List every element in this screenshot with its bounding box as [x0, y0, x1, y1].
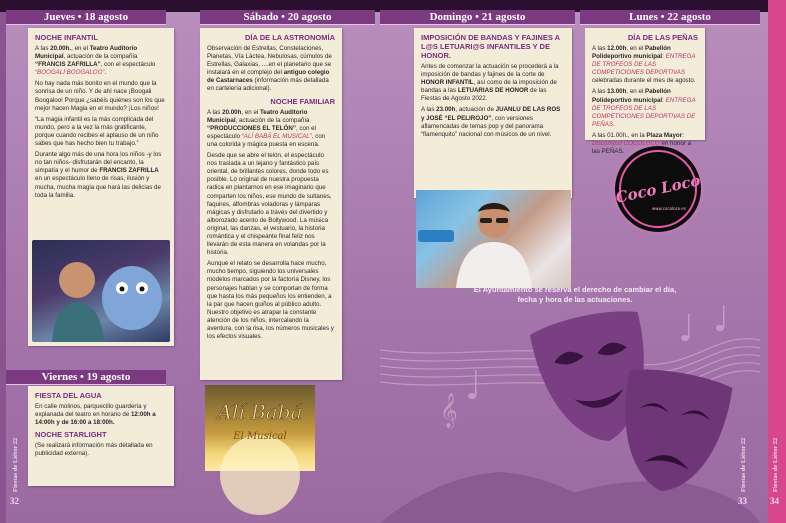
logo-text: Coco Loco [614, 171, 702, 207]
day-header-sabado: Sábado • 20 agosto [200, 10, 375, 25]
sabado-paragraph-4: Aunque el relato se desarrolla hace mucho, mucho tiempo, siguiendo los universales modelos marcados por la factoría Disney, los personajes hablan y se comportan de forma que hasta los más pequeños los entienden, a la par que hacen guiños al público adulto. Nuestro objetivo es atrapar la constante atención de los niños, intercalando la aventura, con la risa, los números musicales y los efectos visuales. [207, 260, 334, 341]
viernes-card [28, 386, 174, 486]
jueves-paragraph-1: A las 20.00h., en el Teatro Auditorio Municipal, actuación de la compañía “FRANCIS ZAFRILLA”, con el espectáculo “BOOGALI BOOGALOO”. [35, 45, 156, 77]
domingo-paragraph-2: A las 23.00h, actuación de JUANLU DE LAS ROS y JOSÉ “EL PELIROJO”, con versiones aflamencadas de temas pop y del panorama “flamenquito” nacional con músicos de un nivel. [421, 106, 561, 138]
lunes-paragraph-2: A las 13.00h, en el Pabellón Polideportivo municipal: ENTREGA DE TROFEOS DE LAS COMPETICIONES DEPORTIVAS DE PEÑAS. [592, 88, 696, 128]
lunes-paragraph-1: A las 12.00h, en el Pabellón Polideportivo municipal: ENTREGA DE TROFEOS DE LAS COMPETICIONES DEPORTIVAS celebradas durante el mes de agosto. [592, 45, 696, 85]
sabado-title-1: DÍA DE LA ASTRONOMÍA [245, 33, 335, 42]
poster-title: Alí Babá [217, 400, 303, 424]
page-number-middle: 33 [738, 496, 747, 506]
viernes-title-2: NOCHE STARLIGHT [35, 430, 107, 440]
logo-subtext: www.cocoloco.es [652, 206, 686, 211]
sabado-card [200, 28, 342, 380]
domingo-title: IMPOSICIÓN DE BANDAS Y FAJINES A L@S LETUARI@S INFANTILES Y DE HONOR. [421, 33, 560, 60]
lunes-card [585, 28, 705, 156]
day-header-viernes: Viernes • 19 agosto [6, 370, 166, 385]
sabado-paragraph-2: A las 20.00h, en el Teatro Auditorio Municipal, actuación de la compañía “PRODUCCIONES EL TELÓN”, con el espectáculo “ALÍ BABÁ EL MUSICAL”, con una colorida y mágica puesta en escena. [207, 108, 326, 148]
cocoloco-logo [615, 146, 701, 232]
domingo-paragraph-1: Antes de comenzar la actuación se procederá a la imposición de bandas y fajines de la corte de HONOR INFANTIL, así como de la imposición de bandas a las LETUARIAS DE HONOR de las Fiestas de Agosto 2022. [421, 63, 559, 103]
jueves-paragraph-3: “La magia infantil es la más complicada del mundo, pero a la vez la más gratificante, porque cuando recibes el aplauso de un niño sabes que has hecho bien tu trabajo.” [35, 115, 159, 148]
magician-photo [32, 240, 170, 342]
ali-baba-poster [205, 385, 315, 471]
viernes-paragraph-2: (Se realizará información más detallada en publicidad externa). [35, 442, 153, 458]
theatre-masks-illustration [380, 300, 760, 523]
side-title-left: Fiestas de Liétor 22 [12, 437, 19, 492]
sabado-title-2: NOCHE FAMILIAR [270, 96, 335, 106]
jueves-title: NOCHE INFANTIL [35, 33, 98, 42]
lunes-title: DÍA DE LAS PEÑAS [627, 33, 698, 42]
singer-photo [416, 190, 571, 288]
page-number-left: 32 [10, 496, 19, 506]
day-header-jueves: Jueves • 18 agosto [6, 10, 166, 25]
notice-text: El Ayuntamiento se reserva el derecho de cambiar el día, fecha y hora de las actuaciones. [473, 285, 677, 304]
day-header-lunes: Lunes • 22 agosto [580, 10, 760, 25]
sabado-paragraph-1: Observación de Estrellas, Constelaciones, Planetas, Vía Láctea, Nebulosas, cúmulos de Estrellas, Galaxias, ....en el planetario que se instalará en el complejo del antiguo colegio de Castarnaces (información más detallada en cartelería adicional). [207, 45, 332, 93]
jueves-paragraph-2: No hay nada más bonito en el mundo que la sonrisa de un niño. Y de ahí nace ¡Boogali Boogaloo! Porque ¿sabéis quiénes son los que mejor hacen Magia en el mundo? ¡Los niños! [35, 80, 165, 112]
side-title-right: Fiestas de Liétor 22 [772, 437, 779, 492]
jueves-paragraph-4: Durante algo más de una hora los niños -y los no tan niños- disfrutarán del encanto, la simpatía y el humor de FRANCIS ZAFRILLA en un espectáculo lleno de risas, ilusión y mucha, mucha magia que hará las delicias de toda la familia. [35, 151, 162, 199]
left-edge-bar [0, 0, 6, 523]
domingo-card [414, 28, 572, 198]
day-header-domingo: Domingo • 21 agosto [380, 10, 575, 25]
svg-text:𝄞: 𝄞 [440, 393, 458, 428]
poster-subtitle: El Musical [233, 431, 287, 442]
sabado-paragraph-3: Desde que se abre el telón, el espectáculo nos traslada a un lejano y fantástico país oriental, de brillantes colores, donde todo es posible. Lo original de nuestra propuesta radica en plantarnos en ese imaginario que comparten los niños, ese mundo de sultanes, faquires, alfombras voladoras y lámparas mágicas y disfrutarlo a través del divertido y alborozado acento de Bollywood. La música original, las danzas, el vestuario, la historia romántica y el chispeante final feliz nos llevarán de esta manera en volandas por la historia. [207, 152, 332, 257]
lunes-paragraph-3: A las 01.00h., en la Plaza Mayor: Discomóvil COCOLOCO en honor a las PEÑAS. [592, 131, 692, 156]
side-title-middle: Fiestas de Liétor 22 [740, 437, 747, 492]
page-number-right: 34 [770, 496, 779, 506]
viernes-paragraph-1: En calle molinos, parquecillo guardería y explanada del teatro en horario de 12:00h a 14:00h y de 16:00 a 18:00h. [35, 403, 156, 427]
viernes-title-1: FIESTA DEL AGUA [35, 391, 102, 400]
